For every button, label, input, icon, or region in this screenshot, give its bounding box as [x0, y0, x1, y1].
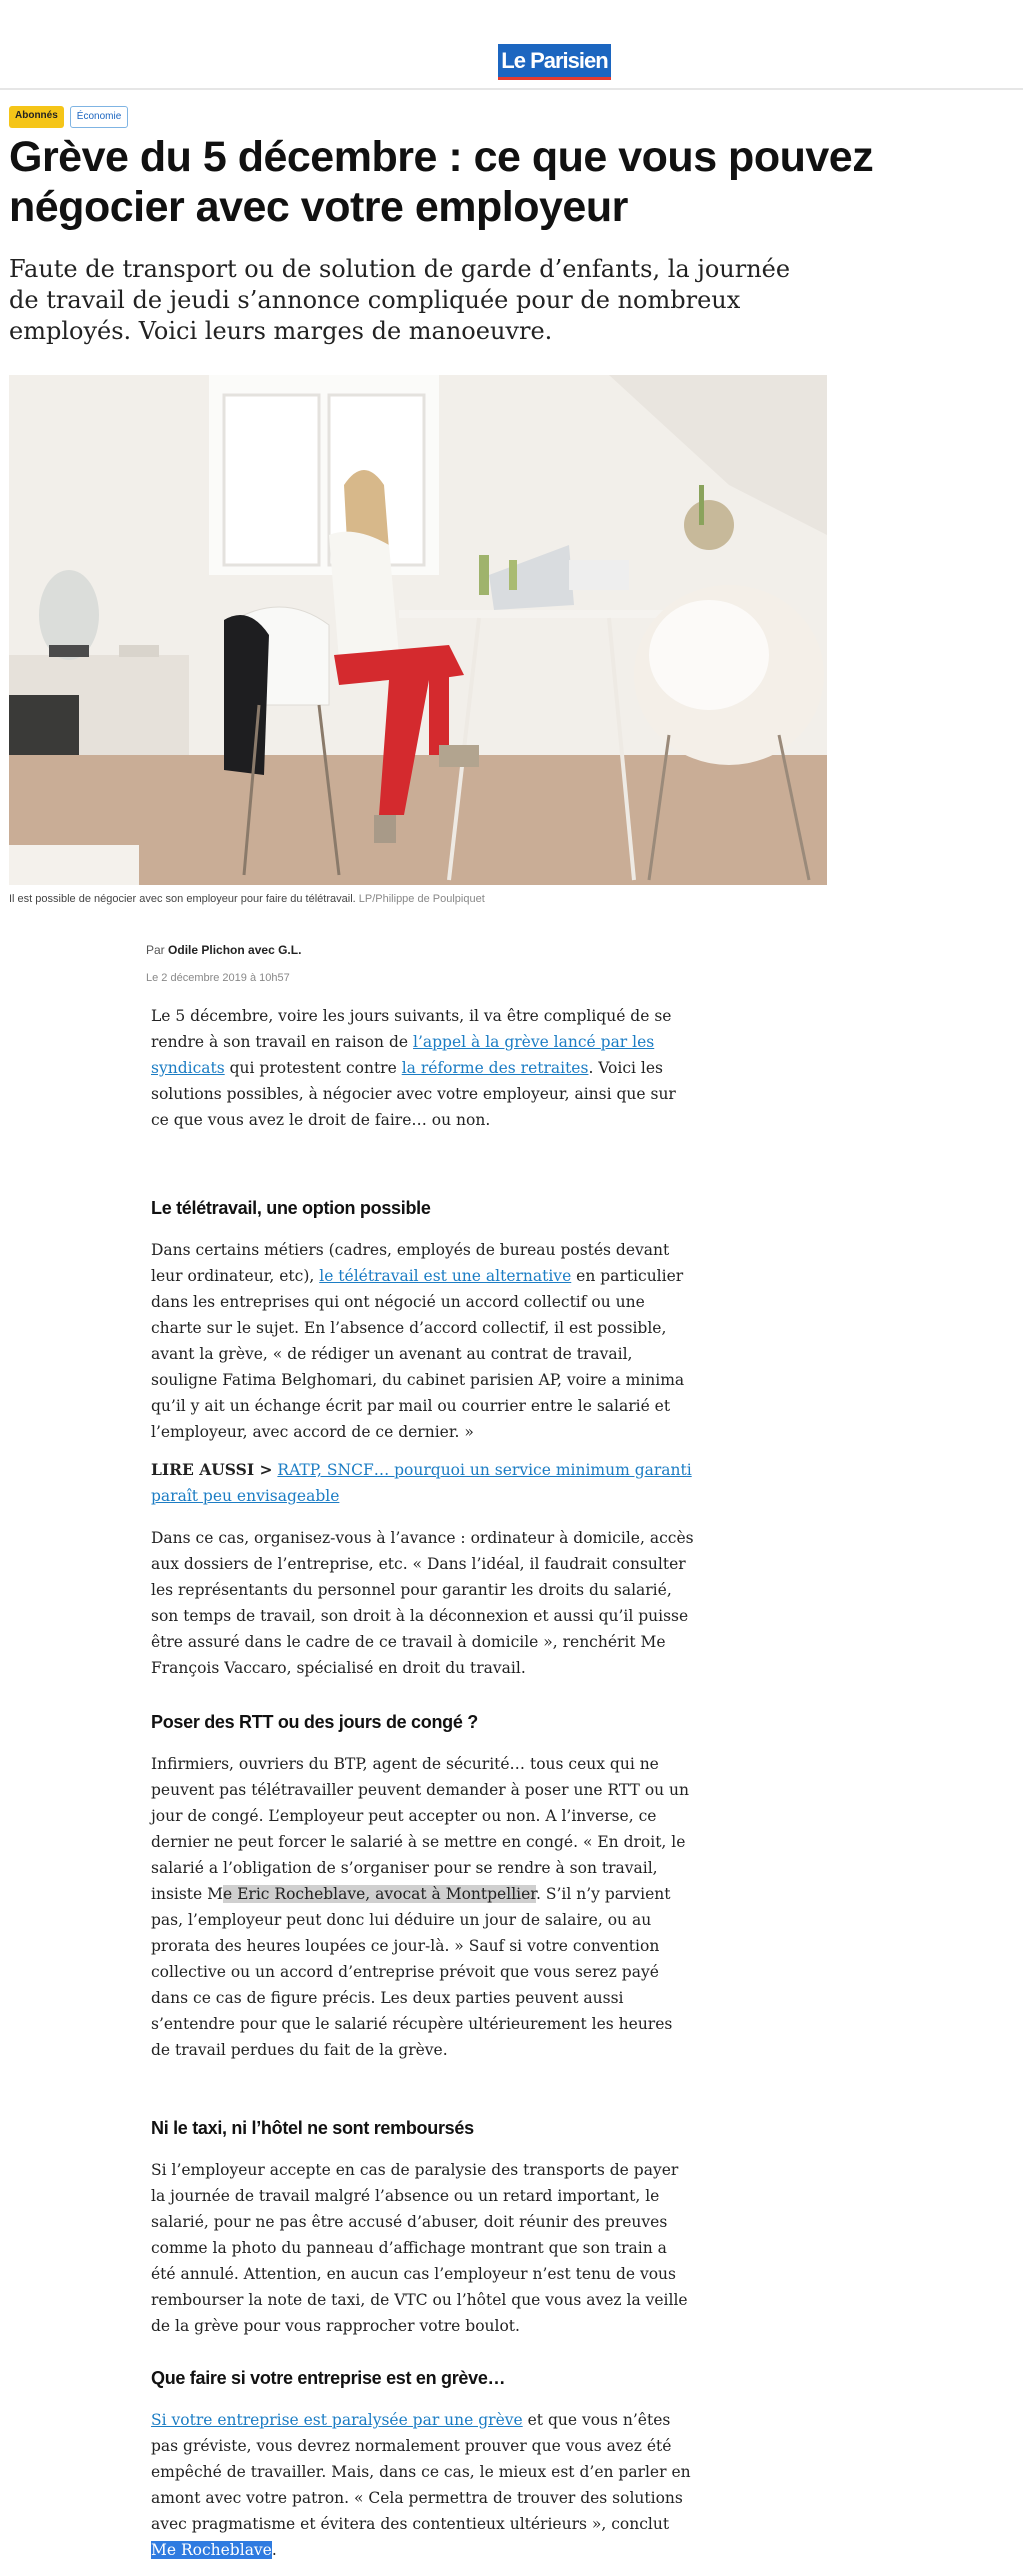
section-heading-rtt: Poser des RTT ou des jours de congé ?	[151, 1712, 478, 1732]
hero-illustration	[9, 375, 827, 885]
intro-text-1: Le 5 décembre, voire les jours suivants, il va être compliqué de se rendre à son travail en raison de	[151, 1007, 672, 1051]
section-tag[interactable]: Économie	[70, 106, 128, 128]
link-appel-greve[interactable]: l’appel à la grève lancé par les syndicats	[151, 1033, 655, 1077]
intro-text-2: qui protestent contre	[224, 1059, 402, 1077]
lire-aussi-link[interactable]: RATP, SNCF… pourquoi un service minimum garanti paraît peu envisageable	[151, 1461, 692, 1505]
link-teletravail[interactable]: le télétravail est une alternative	[319, 1267, 572, 1285]
greve-paragraph	[151, 2407, 696, 2563]
article-tags	[9, 106, 128, 128]
lire-aussi-label: LIRE AUSSI >	[151, 1460, 273, 1479]
caption-text: Il est possible de négocier avec son employeur pour faire du télétravail.	[9, 893, 356, 905]
publish-date: Le 2 décembre 2019 à 10h57	[146, 972, 290, 984]
image-caption	[9, 893, 485, 905]
teletravail-paragraph-2: Dans ce cas, organisez-vous à l’avance : ordinateur à domicile, accès aux dossiers de l’entreprise, etc. « Dans l’idéal, il faudrait consulter les représentants du personnel pour garantir les droits du salarié, son temps de travail, son droit à la déconnexion et aussi qu’il puisse être assuré dans le cadre de ce travail à domicile », renchérit Me François Vaccaro, spécialisé en droit du travail.	[151, 1529, 694, 1677]
intro-text-3: . Voici les solutions possibles, à négocier avec votre employeur, ainsi que sur ce que vous avez le droit de faire… ou non.	[151, 1059, 676, 1129]
teletravail-text-2: en particulier dans les entreprises qui ont négocié un accord collectif ou une charte sur le sujet. En l’absence d’accord collectif, il est possible, avant la grève, « de rédiger un avenant au contrat de travail, souligne Fatima Belghomari, du cabinet parisien AP, voire a minima qu’il y ait un échange écrit par mail ou courrier entre le salarié et l’employeur, avec accord de ce dernier. »	[151, 1267, 685, 1441]
rtt-text-1: Infirmiers, ouvriers du BTP, agent de sécurité… tous ceux qui ne peuvent pas télétravailler peuvent demander à poser une RTT ou un jour de congé. L’employeur peut accepter ou non. A l’inverse, ce dernier ne peut forcer le salarié à se mettre en congé. « En droit, le salarié a l’obligation de s’organiser pour se rendre à son travail, insiste M	[151, 1755, 690, 1903]
site-logo[interactable]: Le Parisien	[498, 44, 611, 80]
section-heading-greve: Que faire si votre entreprise est en grève…	[151, 2368, 506, 2388]
section-heading-teletravail: Le télétravail, une option possible	[151, 1198, 431, 1218]
highlighted-text-grey: e Eric Rocheblave, avocat à Montpellier	[223, 1885, 536, 1903]
byline	[146, 943, 301, 957]
article-headline: Grève du 5 décembre : ce que vous pouvez négocier avec votre employeur	[9, 133, 874, 231]
taxi-paragraph: Si l’employeur accepte en cas de paralysie des transports de payer la journée de travail malgré l’absence ou un retard important, le salarié, pour ne pas être accusé d’abuser, doit réunir des preuves comme la photo du panneau d’affichage montrant que son train a été annulé. Attention, en aucun cas l’employeur n’est tenu de vous rembourser la note de taxi, de VTC ou l’hôtel que vous avez la veille de la grève pour vous rapprocher votre boulot.	[151, 2161, 688, 2335]
section-heading-taxi: Ni le taxi, ni l’hôtel ne sont remboursés	[151, 2118, 474, 2138]
byline-prefix: Par	[146, 943, 165, 957]
teletravail-paragraph-1	[151, 1237, 696, 1445]
article-standfirst: Faute de transport ou de solution de garde d’enfants, la journée de travail de jeudi s’annonce compliquée pour de nombreux employés. Voici leurs marges de manoeuvre.	[9, 255, 791, 345]
rtt-text-2: . S’il n’y parvient pas, l’employeur peut donc lui déduire un jour de salaire, ou au prorata des heures loupées ce jour-là. » Sauf si votre convention collective ou un accord d’entreprise prévoit que vous serez payé dans ce cas de figure précis. Les deux parties peuvent aussi s’entendre pour que le salarié récupère ultérieurement les heures de travail perdues du fait de la grève.	[151, 1885, 673, 2059]
greve-text-end: .	[271, 2541, 277, 2559]
link-entreprise-paralysee[interactable]: Si votre entreprise est paralysée par une grève	[151, 2411, 523, 2429]
teletravail-text-1: Dans certains métiers (cadres, employés de bureau postés devant leur ordinateur, etc),	[151, 1241, 670, 1285]
subscriber-badge: Abonnés	[9, 106, 64, 128]
intro-paragraph	[151, 1003, 696, 1133]
article-body	[151, 1003, 696, 2563]
lire-aussi	[151, 1457, 696, 1509]
photo-credit: LP/Philippe de Poulpiquet	[358, 893, 485, 905]
link-reforme-retraites[interactable]: la réforme des retraites	[401, 1059, 589, 1077]
rtt-paragraph	[151, 1751, 696, 2063]
author-link[interactable]: Odile Plichon avec G.L.	[168, 943, 302, 957]
highlighted-text-blue: Me Rocheblave	[151, 2541, 272, 2559]
article-hero-image	[9, 375, 827, 885]
masthead	[0, 0, 1023, 90]
greve-text-1: et que vous n’êtes pas gréviste, vous devrez normalement prouver que vous avez été empêché de travailler. Mais, dans ce cas, le mieux est d’en parler en amont avec votre patron. « Cela permettra de trouver des solutions avec pragmatisme et évitera des contentieux ultérieurs », conclut	[151, 2411, 691, 2533]
